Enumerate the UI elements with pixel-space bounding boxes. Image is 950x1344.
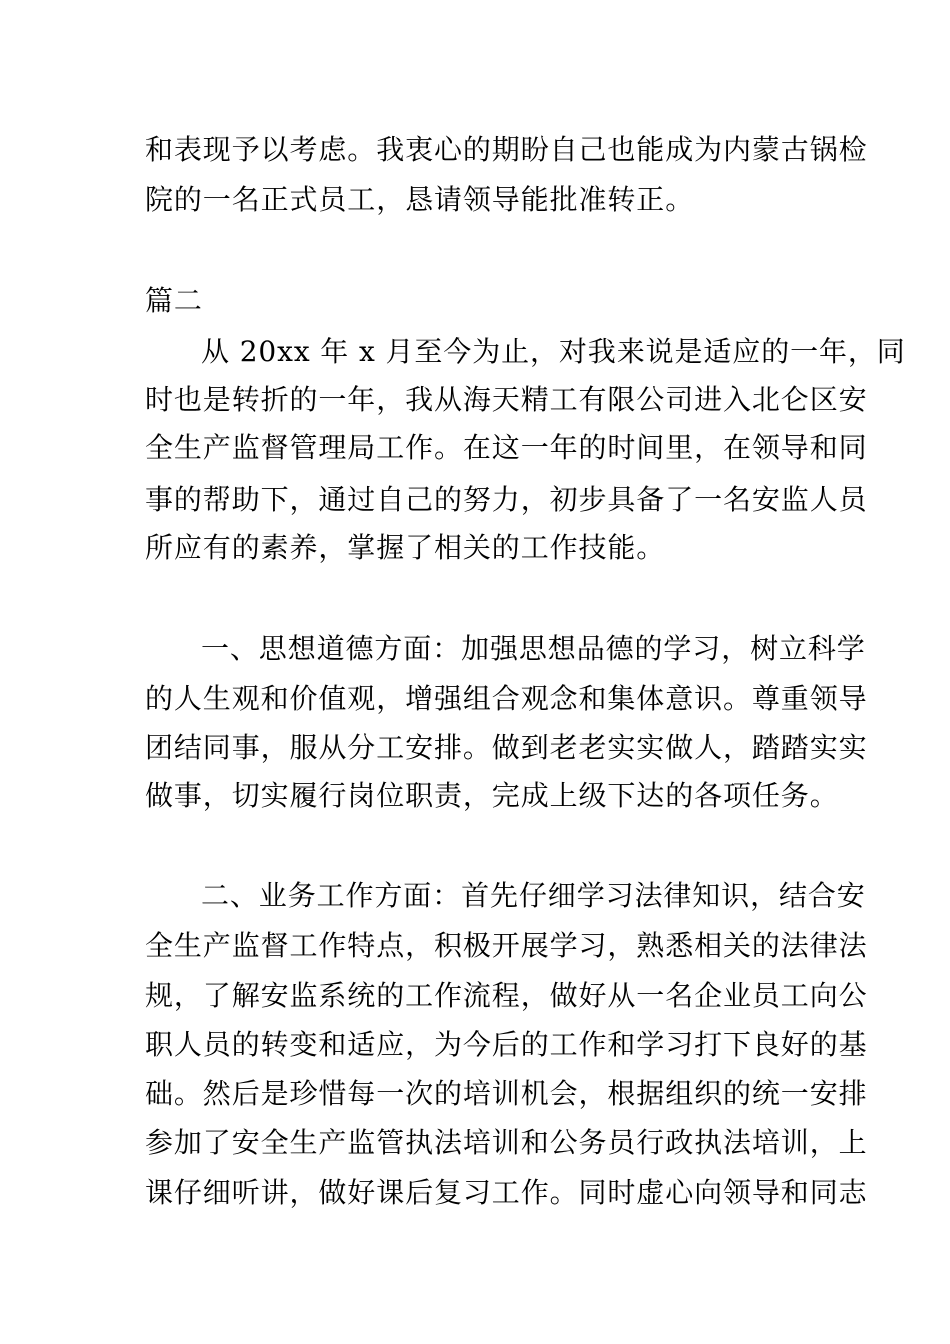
text-line: 职人员的转变和适应，为今后的工作和学习打下良好的基 xyxy=(145,1028,868,1061)
text-line: 二、业务工作方面：首先仔细学习法律知识，结合安 xyxy=(201,879,866,912)
text-line: 一、思想道德方面：加强思想品德的学习，树立科学 xyxy=(201,632,866,665)
text-line: 全生产监督管理局工作。在这一年的时间里，在领导和同 xyxy=(145,431,868,464)
text-line: 从 20xx 年 x 月至今为止，对我来说是适应的一年，同 xyxy=(201,335,906,368)
text-line: 规，了解安监系统的工作流程，做好从一名企业员工向公 xyxy=(145,979,868,1012)
text-line: 团结同事，服从分工安排。做到老老实实做人，踏踏实实 xyxy=(145,731,868,764)
text-line: 事的帮助下，通过自己的努力，初步具备了一名安监人员 xyxy=(145,483,868,516)
text-line: 院的一名正式员工，恳请领导能批准转正。 xyxy=(145,183,695,216)
text-line: 的人生观和价值观，增强组合观念和集体意识。尊重领导 xyxy=(145,682,868,715)
text-line: 课仔细听讲，做好课后复习工作。同时虚心向领导和同志 xyxy=(145,1176,868,1209)
text-line: 础。然后是珍惜每一次的培训机会，根据组织的统一安排 xyxy=(145,1077,868,1110)
text-line: 全生产监督工作特点，积极开展学习，熟悉相关的法律法 xyxy=(145,929,868,962)
text-line: 所应有的素养，掌握了相关的工作技能。 xyxy=(145,531,666,564)
text-line: 和表现予以考虑。我衷心的期盼自己也能成为内蒙古锅检 xyxy=(145,133,868,166)
text-line: 做事，切实履行岗位职责，完成上级下达的各项任务。 xyxy=(145,779,839,812)
text-line: 参加了安全生产监管执法培训和公务员行政执法培训，上 xyxy=(145,1126,868,1159)
text-line: 时也是转折的一年，我从海天精工有限公司进入北仑区安 xyxy=(145,383,868,416)
section-heading: 篇二 xyxy=(145,284,203,317)
